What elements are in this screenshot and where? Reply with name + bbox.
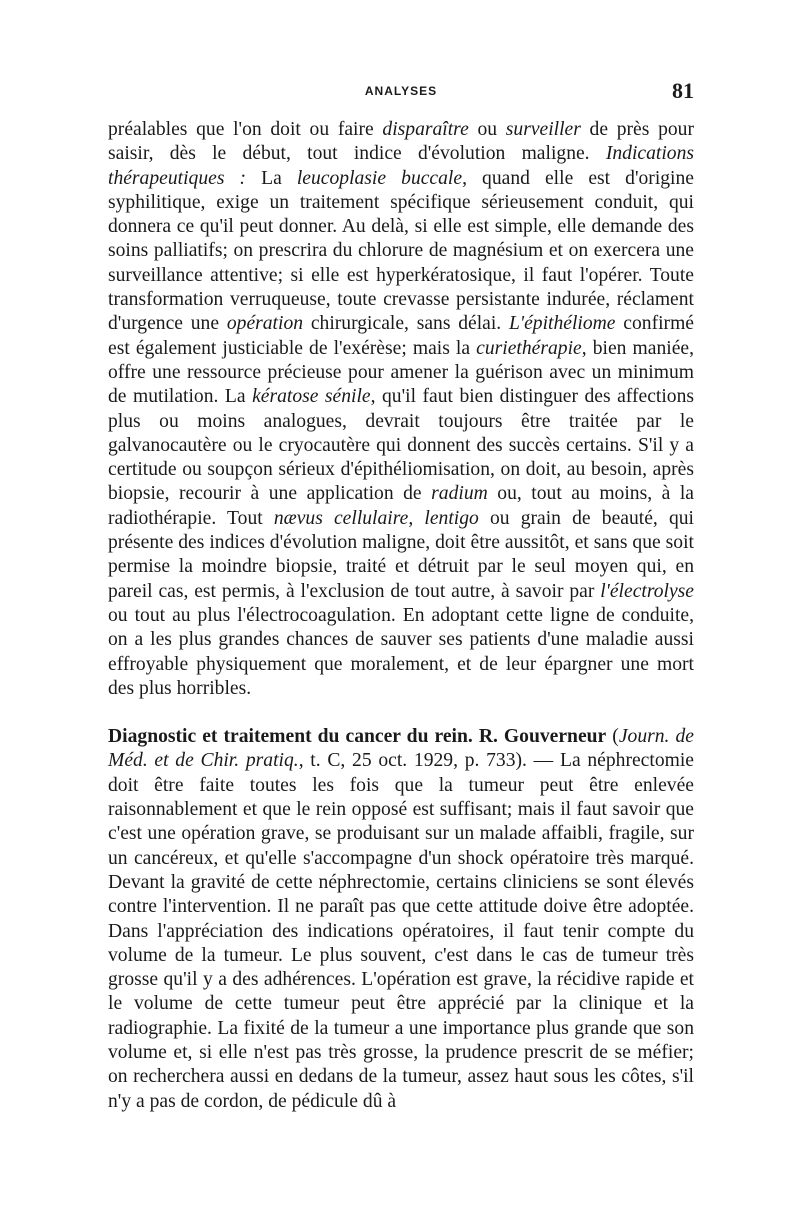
- italic-term: leucoplasie buccale: [296, 167, 463, 189]
- reference-open: (: [606, 726, 619, 748]
- text-run: ou: [468, 119, 506, 140]
- italic-term: Indications thérapeutiques :: [108, 143, 694, 189]
- italic-term: curiethérapie: [476, 337, 582, 359]
- italic-term: surveiller: [505, 119, 581, 140]
- article-cancer-du-rein: [108, 725, 694, 1114]
- text-run: , quand elle est d'origine syphilitique, exige un traitement spécifique sérieusement conduit, qui donnera ce qu'il peut donner. Au delà, si elle est simple, elle demande des soins palliatifs; on prescrira du chlorure de magnésium et on exercera une surveillance attentive; si elle est hyperkératosique, il faut l'opérer. Toute transformation verruqueuse, toute crevasse persistante indurée, réclament d'urgence une: [108, 167, 694, 335]
- text-run: confirmé est également justiciable de l'exérèse; mais la: [108, 313, 695, 359]
- italic-term: disparaître: [382, 119, 469, 140]
- text-run: La: [246, 167, 297, 189]
- text-run: , qu'il faut bien distinguer des affections plus ou moins analogues, devrait toujours être traitée par le galvanocautère ou le cryocautère qui donnent des succès certains. S'il y a certitude ou soupçon sérieux d'épithéliomisation, on doit, au besoin, après biopsie, recourir à une application de: [108, 386, 694, 505]
- text-run: , bien maniée, offre une ressource précieuse pour amener la guérison avec un minimum de mutilation. La: [108, 337, 694, 408]
- italic-term: l'électrolyse: [600, 580, 694, 602]
- italic-term: kératose sénile: [252, 386, 371, 408]
- text-run: ou grain de beauté, qui présente des indices d'évolution maligne, doit être aussitôt, et sans que soit permise la moindre biopsie, traité et détruit par le seul moyen qui, en pareil cas, est permis, à l'exclusion de tout autre, à savoir par: [108, 507, 694, 602]
- italic-term: nævus cellulaire, lentigo: [273, 507, 479, 529]
- text-run: ou, tout au moins, à la radiothérapie. Tout: [108, 483, 694, 529]
- page-number: 81: [672, 78, 694, 103]
- italic-term: radium: [431, 483, 488, 505]
- body-text: [108, 118, 694, 1114]
- text-run: de près pour saisir, dès le début, tout indice d'évolution maligne.: [108, 119, 694, 165]
- italic-term: opération: [226, 313, 304, 335]
- reference-journal: Journ. de Méd. et de Chir. pratiq.: [108, 726, 694, 772]
- article-body: — La néphrectomie doit être faite toutes les fois que la tumeur peut être enlevée raisonnablement et que le rein opposé est suffisant; mais il faut savoir que c'est une opération grave, se produisant sur un malade affaibli, fragile, sur un cancéreux, et qu'elle s'accompagne d'un shock opératoire très marqué. Devant la gravité de cette néphrectomie, certains cliniciens se sont élevés contre l'intervention. Il ne paraît pas que cette attitude doive être adoptée. Dans l'appréciation des indications opératoires, il faut tenir compte du volume de la tumeur. Le plus souvent, c'est dans le cas de tumeur très grosse qu'il y a des adhérences. L'opération est grave, la récidive rapide et le volume de cette tumeur peut être apprécié par la clinique et la radiographie. La fixité de la tumeur a une importance plus grande que son volume et, si elle n'est pas très grosse, la prudence prescrit de se méfier; on recherchera aussi en dedans de la tumeur, assez haut sous les côtes, s'il n'y a pas de cordon, de pédicule dû à: [108, 750, 694, 1112]
- text-run: ou tout au plus l'électrocoagulation. En adoptant cette ligne de conduite, on a les plus grandes chances de sauver ses patients d'une maladie aussi effroyable physiquement que moralement, et de leur épargner une mort des plus horribles.: [108, 604, 694, 699]
- article-heading: Diagnostic et traitement du cancer du rein. R. Gouverneur: [108, 726, 607, 748]
- reference-details: , t. C, 25 oct. 1929, p. 733).: [298, 750, 527, 772]
- paragraph-continued: [108, 118, 694, 701]
- italic-term: L'épithéliome: [509, 313, 616, 335]
- running-title: ANALYSES: [364, 84, 438, 98]
- text-run: préalables que l'on doit ou faire: [108, 119, 383, 140]
- running-header: [108, 78, 694, 104]
- text-run: chirurgicale, sans délai.: [303, 313, 509, 335]
